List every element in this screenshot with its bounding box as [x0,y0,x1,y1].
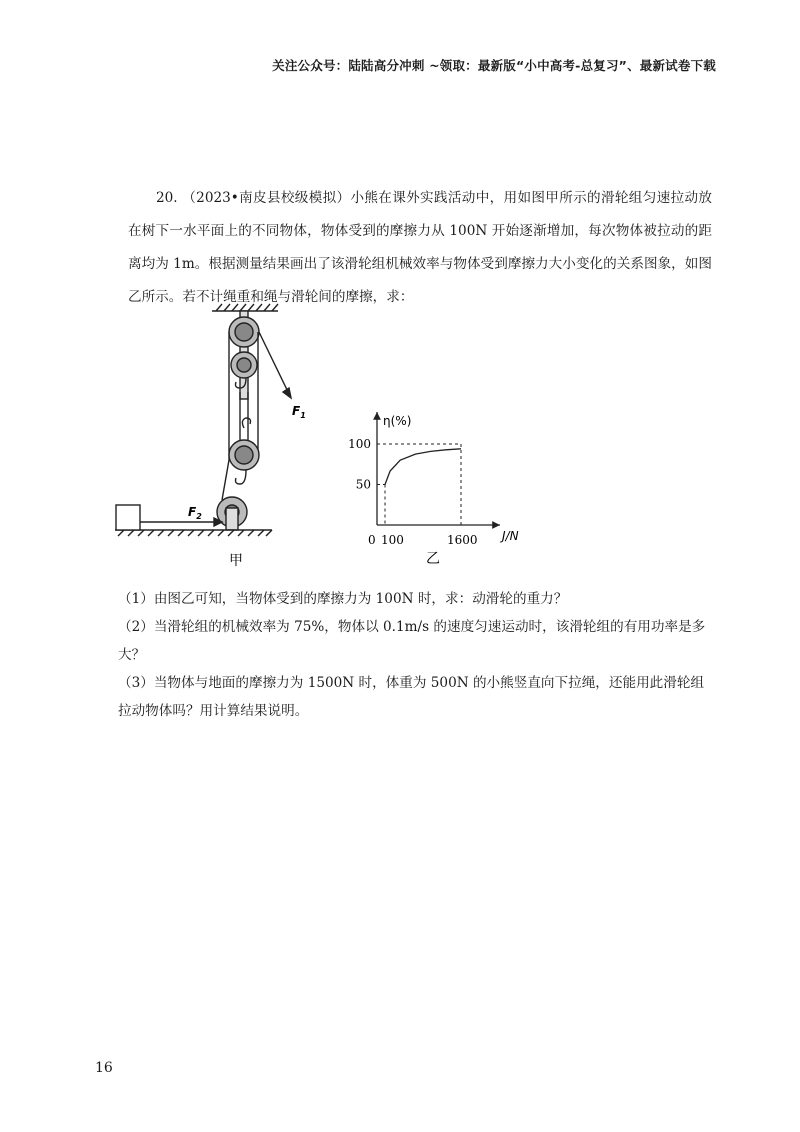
problem-stem: 20. （2023•南皮县校级模拟）小熊在课外实践活动中，用如图甲所示的滑轮组匀速拉动放在树下一水平面上的不同物体，物体受到的摩擦力从 100N 开始逐渐增加，每次物体被拉动的距离均为 1m。根据测量结果画出了该滑轮组机械效率与物体受到摩擦力大小变化的关系图象，如图乙所示。若不计绳重和绳与滑轮间的摩擦，求： [128,190,712,305]
x-tick-label-1: 100 [381,533,404,547]
question-1: （1）由图乙可知，当物体受到的摩擦力为 100N 时，求：动滑轮的重力？ [118,591,568,607]
f1-subscript: 1 [300,411,306,420]
y-axis-label: η(%) [383,414,412,428]
figure-jia-caption: 甲 [229,553,243,569]
efficiency-curve [385,449,461,485]
f2-label: F [188,505,197,519]
f1-label: F [292,404,301,418]
question-2: （2）当滑轮组的机械效率为 75%，物体以 0.1m/s 的速度匀速运动时，该滑轮组的有用功率是多大？ [118,619,706,663]
f2-subscript: 2 [196,512,202,521]
question-3: （3）当物体与地面的摩擦力为 1500N 时，体重为 500N 的小熊竖直向下拉绳，还能用此滑轮组拉动物体吗？用计算结果说明。 [118,675,705,719]
page-number: 16 [95,1060,113,1076]
y-tick-label-1: 100 [348,437,371,451]
x-tick-label-0: 0 [368,533,376,547]
figure-yi-caption: 乙 [426,551,440,567]
y-tick-label-0: 50 [355,477,371,492]
x-tick-label-2: 1600 [447,533,478,547]
x-axis-label: J/N [502,529,519,543]
page-header: 关注公众号：陆陆高分冲刺 ~领取：最新版“小中高考-总复习”、最新试卷下载 [272,58,716,73]
